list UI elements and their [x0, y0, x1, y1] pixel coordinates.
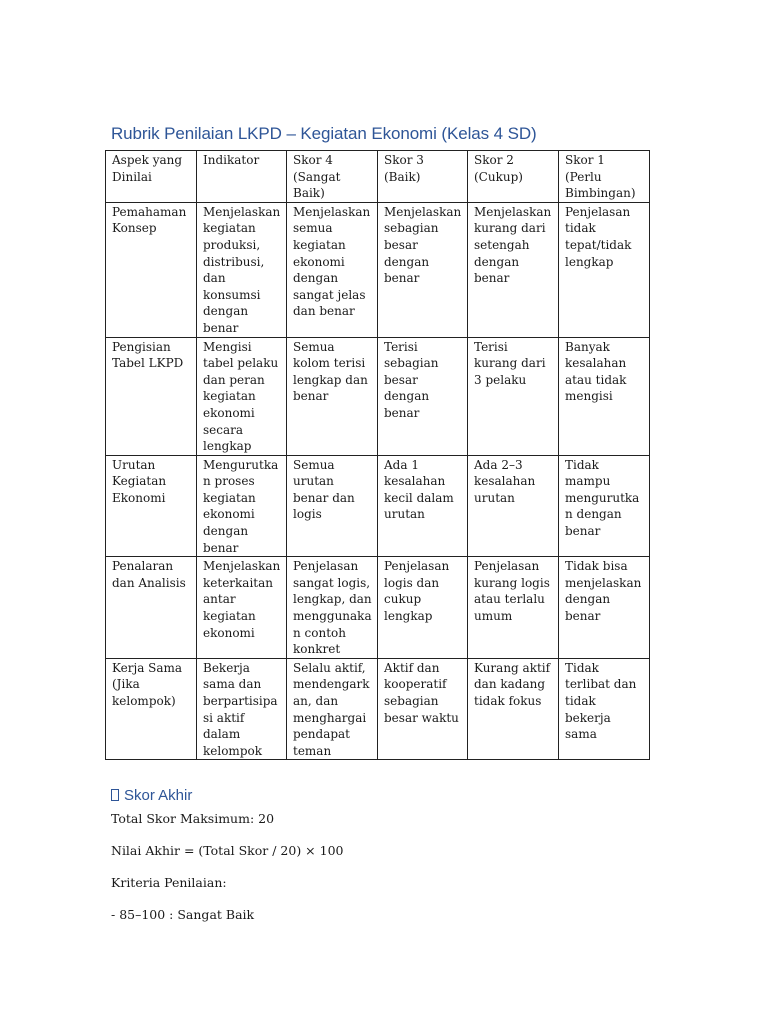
table-cell: Menjelaskan kurang dari setengah dengan benar	[468, 202, 559, 337]
table-cell: Urutan Kegiatan Ekonomi	[106, 455, 197, 557]
table-cell: Tidak bisa menjelaskan dengan benar	[559, 557, 650, 659]
table-cell: Penjelasan kurang logis atau terlalu umum	[468, 557, 559, 659]
table-cell: Semua urutan benar dan logis	[287, 455, 378, 557]
table-cell: Menjelaskan semua kegiatan ekonomi dengan sangat jelas dan benar	[287, 202, 378, 337]
kriteria-item: - 85–100 : Sangat Baik	[111, 907, 255, 922]
header-cell: Indikator	[197, 151, 287, 203]
table-cell: Mengisi tabel pelaku dan peran kegiatan ekonomi secara lengkap	[197, 337, 287, 455]
table-row	[106, 337, 650, 455]
table-cell: Terisi kurang dari 3 pelaku	[468, 337, 559, 455]
skor-akhir-heading	[111, 787, 192, 804]
box-icon	[111, 789, 119, 801]
table-cell: Mengurutkan proses kegiatan ekonomi dengan benar	[197, 455, 287, 557]
header-cell: Skor 3 (Baik)	[378, 151, 468, 203]
table-cell: Penjelasan logis dan cukup lengkap	[378, 557, 468, 659]
table-row	[106, 202, 650, 337]
table-cell: Aktif dan kooperatif sebagian besar waktu	[378, 658, 468, 760]
table-cell: Semua kolom terisi lengkap dan benar	[287, 337, 378, 455]
kriteria-line: Kriteria Penilaian:	[111, 875, 227, 890]
table-cell: Terisi sebagian besar dengan benar	[378, 337, 468, 455]
table-row	[106, 557, 650, 659]
table-cell: Tidak terlibat dan tidak bekerja sama	[559, 658, 650, 760]
table-cell: Selalu aktif, mendengarkan, dan menghargai pendapat teman	[287, 658, 378, 760]
table-cell: Tidak mampu mengurutkan dengan benar	[559, 455, 650, 557]
header-cell: Skor 2 (Cukup)	[468, 151, 559, 203]
table-cell: Kerja Sama (Jika kelompok)	[106, 658, 197, 760]
header-cell: Aspek yang Dinilai	[106, 151, 197, 203]
total-skor-line: Total Skor Maksimum: 20	[111, 811, 275, 826]
table-cell: Pengisian Tabel LKPD	[106, 337, 197, 455]
table-header-row	[106, 151, 650, 203]
skor-akhir-heading-text: Skor Akhir	[124, 787, 193, 804]
table-cell: Bekerja sama dan berpartisipasi aktif dalam kelompok	[197, 658, 287, 760]
table-cell: Menjelaskan sebagian besar dengan benar	[378, 202, 468, 337]
table-cell: Menjelaskan keterkaitan antar kegiatan ekonomi	[197, 557, 287, 659]
table-row	[106, 658, 650, 760]
header-cell: Skor 4 (Sangat Baik)	[287, 151, 378, 203]
table-cell: Menjelaskan kegiatan produksi, distribusi, dan konsumsi dengan benar	[197, 202, 287, 337]
table-cell: Penjelasan sangat logis, lengkap, dan menggunakan contoh konkret	[287, 557, 378, 659]
table-cell: Penjelasan tidak tepat/tidak lengkap	[559, 202, 650, 337]
table-cell: Ada 2–3 kesalahan urutan	[468, 455, 559, 557]
table-cell: Penalaran dan Analisis	[106, 557, 197, 659]
table-cell: Kurang aktif dan kadang tidak fokus	[468, 658, 559, 760]
table-row	[106, 455, 650, 557]
table-cell: Pemahaman Konsep	[106, 202, 197, 337]
header-cell: Skor 1 (Perlu Bimbingan)	[559, 151, 650, 203]
document-title: Rubrik Penilaian LKPD – Kegiatan Ekonomi (Kelas 4 SD)	[111, 124, 537, 143]
table-cell: Ada 1 kesalahan kecil dalam urutan	[378, 455, 468, 557]
nilai-akhir-line: Nilai Akhir = (Total Skor / 20) × 100	[111, 843, 344, 858]
rubric-table	[105, 150, 650, 760]
table-cell: Banyak kesalahan atau tidak mengisi	[559, 337, 650, 455]
